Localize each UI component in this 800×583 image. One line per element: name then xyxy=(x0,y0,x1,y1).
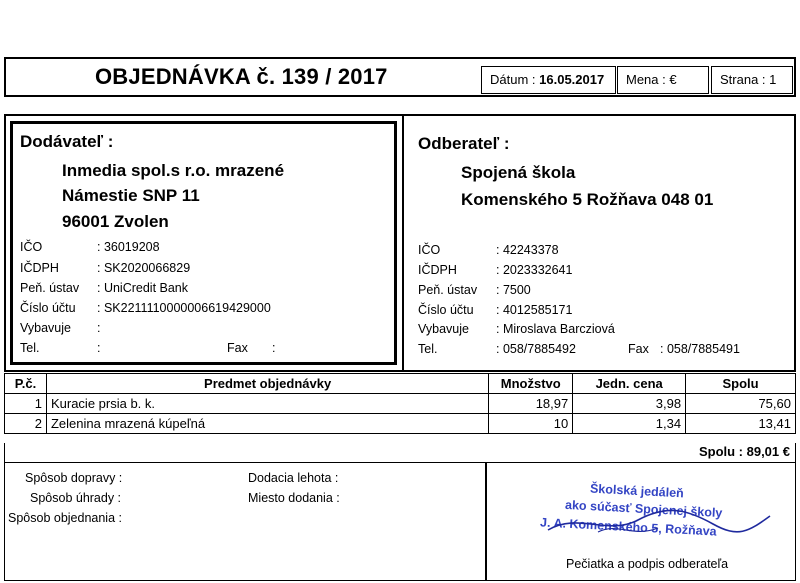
row-quantity: 10 xyxy=(489,414,573,434)
row-item: Kuracie prsia b. k. xyxy=(46,394,488,414)
date-label: Dátum : xyxy=(490,72,536,87)
customer-ico-value: : 42243378 xyxy=(496,243,559,257)
customer-heading: Odberateľ : xyxy=(418,134,510,153)
row-quantity: 18,97 xyxy=(489,394,573,414)
date-box xyxy=(481,66,616,94)
currency-label: Mena : xyxy=(626,72,666,87)
supplier-handler-label: Vybavuje xyxy=(20,321,71,335)
page-box xyxy=(711,66,793,94)
transport-label: Spôsob dopravy : xyxy=(25,471,123,485)
customer-icdph-label: IČDPH xyxy=(418,263,457,277)
delivery-period-label: Dodacia lehota : xyxy=(248,471,339,485)
order-title: OBJEDNÁVKA č. 139 / 2017 xyxy=(95,64,388,89)
customer-account-label: Číslo účtu xyxy=(418,303,474,317)
items-table xyxy=(4,373,796,434)
signature-scribble xyxy=(538,502,778,540)
row-index: 1 xyxy=(5,394,47,414)
page-value: 1 xyxy=(769,72,777,87)
customer-account-value: : 4012585171 xyxy=(496,303,573,317)
table-row xyxy=(5,394,796,414)
supplier-street: Námestie SNP 11 xyxy=(62,186,200,205)
customer-handler-label: Vybavuje xyxy=(418,322,469,336)
supplier-fax-value: : xyxy=(272,341,276,355)
supplier-city: 96001 Zvolen xyxy=(62,212,169,231)
supplier-ico-value: : 36019208 xyxy=(97,240,160,254)
supplier-account-value: : SK2211110000006619429000 xyxy=(97,301,271,315)
customer-bank-label: Peň. ústav xyxy=(418,283,478,297)
currency-box xyxy=(617,66,709,94)
table-header-row xyxy=(5,374,796,394)
col-total: Spolu xyxy=(686,374,796,394)
customer-fax-label: Fax xyxy=(628,342,649,356)
supplier-fax-label: Fax xyxy=(227,341,248,355)
supplier-tel-label: Tel. xyxy=(20,341,40,355)
payment-label: Spôsob úhrady : xyxy=(30,491,122,505)
customer-icdph-value: : 2023332641 xyxy=(496,263,573,277)
row-index: 2 xyxy=(5,414,47,434)
supplier-icdph-value: : SK2020066829 xyxy=(97,261,191,275)
col-index: P.č. xyxy=(5,374,47,394)
row-unit-price: 1,34 xyxy=(573,414,686,434)
grand-total: Spolu : 89,01 € xyxy=(698,444,790,459)
stamp-line-3: J. A. Komenského 5, Rožňava xyxy=(539,515,717,539)
signature-caption: Pečiatka a podpis odberateľa xyxy=(566,557,729,571)
supplier-bank-value: : UniCredit Bank xyxy=(97,281,189,295)
supplier-heading: Dodávateľ : xyxy=(20,132,114,151)
supplier-bank-label: Peň. ústav xyxy=(20,281,80,295)
row-total: 13,41 xyxy=(686,414,796,434)
stamp-line-1: Školská jedáleň xyxy=(589,481,685,501)
col-unit-price: Jedn. cena xyxy=(573,374,686,394)
parties-divider xyxy=(402,114,404,372)
row-item: Zelenina mrazená kúpeľná xyxy=(46,414,488,434)
date-value: 16.05.2017 xyxy=(539,72,605,87)
delivery-place-label: Miesto dodania : xyxy=(248,491,340,505)
customer-name: Spojená škola xyxy=(461,163,576,182)
supplier-handler-value: : xyxy=(97,321,101,335)
supplier-tel-value: : xyxy=(97,341,101,355)
customer-tel-label: Tel. xyxy=(418,342,438,356)
total-row xyxy=(4,443,796,463)
customer-bank-value: : 7500 xyxy=(496,283,531,297)
customer-tel-value: : 058/7885492 xyxy=(496,342,576,356)
customer-fax-value: : 058/7885491 xyxy=(660,342,740,356)
page-label: Strana : xyxy=(720,72,766,87)
col-item: Predmet objednávky xyxy=(46,374,488,394)
supplier-account-label: Číslo účtu xyxy=(20,301,76,315)
footer-divider xyxy=(485,463,487,581)
currency-value: € xyxy=(669,72,677,87)
supplier-icdph-label: IČDPH xyxy=(20,261,59,275)
ordering-label: Spôsob objednania : xyxy=(8,511,122,525)
table-row xyxy=(5,414,796,434)
row-unit-price: 3,98 xyxy=(573,394,686,414)
customer-ico-label: IČO xyxy=(418,243,441,257)
customer-handler-value: : Miroslava Barcziová xyxy=(496,322,615,336)
row-total: 75,60 xyxy=(686,394,796,414)
stamp-line-2: ako súčasť Spojenej školy xyxy=(564,497,723,521)
supplier-name: Inmedia spol.s r.o. mrazené xyxy=(62,161,285,180)
col-quantity: Množstvo xyxy=(489,374,573,394)
customer-address: Komenského 5 Rožňava 048 01 xyxy=(461,190,714,209)
supplier-ico-label: IČO xyxy=(20,240,43,254)
